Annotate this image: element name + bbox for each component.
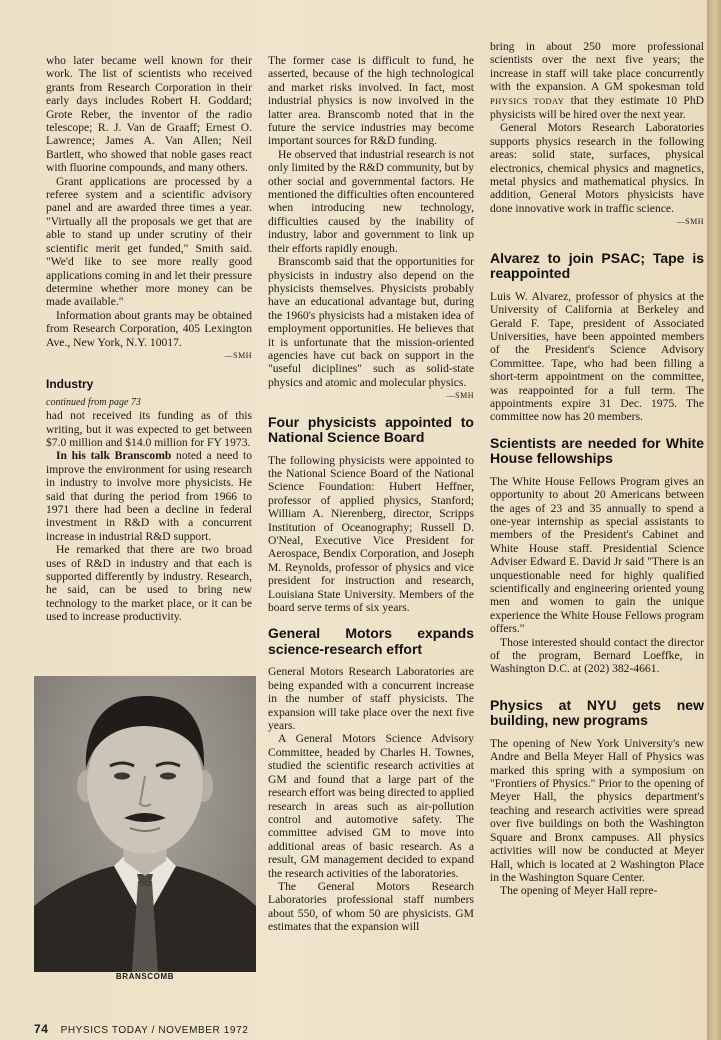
paragraph-text: that they estimate 10 PhD physicists will be hired over the next year. [490,93,704,122]
journal-footer: PHYSICS TODAY / NOVEMBER 1972 [60,1025,249,1036]
column-2 [268,54,474,934]
paragraph: A General Motors Science Advisory Committee, headed by Charles H. Townes, studied the scientific research activities at GM and found that a large part of the research effort was being directed to applied research in areas such as air-pollution control and automotive safety. The committee advised GM to move into additional areas of basic research. As a result, GM management decided to expand the research activities of the laboratories. [268,732,474,880]
paragraph: General Motors Research Laboratories are being expanded with a concurrent increase in the number of staff physicists. The expansion will take place over the next five years. [268,665,474,733]
paragraph: The following physicists were appointed to the National Science Board of the National Science Foundation: Hubert Heffner, professor of applied physics, Stanford; William A. Nierenberg, director, Scripps Institution of Oceanography; Russell D. O'Neal, Executive Vice President for Aerospace, Bendix Corporation, and Joseph M. Reynolds, professor of physics and vice president for instruction and research, Louisiana State University. Members of the board serve terms of six years. [268,453,474,615]
paragraph: The opening of New York University's new Andre and Bella Meyer Hall of Physics was marked this spring with a symposium on "Frontiers of Physics." Prior to the opening of Meyer Hall, the physics department's teaching and research activities were spread over five buildings on both the Washington Square and Bronx campuses. All physics activities will now be conducted at Meyer Hall, which is located at 2 Washington Place in the Washington Square Center. [490,736,704,884]
paragraph: who later became well known for their work. The list of scientists who received grants from Research Corporation in their early days includes Robert H. Goddard; Grote Reber, the inventor of the radio telescope; R. J. Van de Graaff; Ernest O. Lawrence; James A. Van Allen; Neil Bartlett, who showed that noble gases react with fluorine compounds, and many others. [46,54,252,175]
section-heading-industry: Industry [46,377,94,392]
paragraph: Those interested should contact the director of the program, Bernard Loeffke, in Washington D.C. at (202) 382-4661. [490,635,704,676]
headline-gm: General Motors expands science-research effort [268,625,474,657]
photo-caption: BRANSCOMB [115,972,175,981]
author-signature: —SMH [224,350,252,360]
column-3 [490,40,704,898]
paragraph [490,40,704,121]
paragraph: The former case is difficult to fund, he asserted, because of the high technological and market risks involved. In fact, most industrial physics is now involved in the latter area. Branscomb noted that in the future the service industries may become important sources for R&D funding. [268,54,474,148]
author-signature: —SMH [676,217,704,227]
headline-psac: Alvarez to join PSAC; Tape is reappointed [490,249,704,282]
paragraph: The White House Fellows Program gives an opportunity to about 20 Americans between the ages of 23 and 35 annually to spend a one-year internship as special assistants to members of the President's Cabinet and White House staff. Presidential Science Adviser Edward E. David Jr said "There is an unquestionable need for highly qualified scientifically and engineering oriented young men and women to gain the unique experience the White House Fellows program offers." [490,474,704,636]
lead-in: In his talk Branscomb [56,449,172,463]
paragraph-text: bring in about 250 more professional scientists over the next five years; the increase in staff will take place concurrently with the expansion. A GM spokesman told [490,40,704,94]
paragraph: He observed that industrial research is not only limited by the R&D community, but by other social and governmental factors. He mentioned the difficulties often encountered when introducing new technology, difficulties caused by the inability of industry, labor and government to link up their efforts rapidly enough. [268,147,474,255]
paragraph [46,449,252,543]
page-footer [34,1022,248,1036]
author-signature: —SMH [446,391,474,401]
headline-nsb: Four physicists appointed to National Science Board [268,413,474,446]
paragraph: Information about grants may be obtained from Research Corporation, 405 Lexington Ave., New York, N.Y. 10017. [46,308,252,349]
paragraph: The opening of Meyer Hall repre- [500,884,658,898]
paragraph: Grant applications are processed by a referee system and a scientific advisory panel and are awarded three times a year. "Virtually all the proposals we get that are able to stand up under scrutiny of their scientific merit get funded," Smith said. "We'd like to see more really good applications coming in and let their pressure determine whether more money can be made available." [46,174,252,309]
continued-note: continued from page 73 [46,396,141,408]
headline-white-house: Scientists are needed for White House fellowships [490,434,704,467]
paragraph: The General Motors Research Laboratories professional staff numbers about 550, of whom 50 are physicists. GM estimates that the expansion will [268,879,474,934]
column-1 [46,54,252,624]
branscomb-portrait-photo [34,676,256,972]
paragraph: He remarked that there are two broad uses of R&D in industry and that each is supported differently by industry. Research, he said, can be used to bring new technology to the market place, or it can be used to increase productivity. [46,543,252,624]
paragraph: Luis W. Alvarez, professor of physics at the University of California at Berkeley and Gerald F. Tape, president of Associated Universities, have been appointed members of the President's Science Advisory Committee. Tape, who had been filling a short-term appointment on the committee, was reappointed for a full term. The appointments expire 31 Dec. 1975. The committee now has 20 members. [490,289,704,424]
paragraph: General Motors Research Laboratories supports physics research in the following areas: solid state, surfaces, physical electronics, chemical physics and magnetics, metal physics and mathematical physics. In addition, General Motors physicists have done innovative work in traffic science. [490,121,704,215]
journal-name-smallcaps: PHYSICS TODAY [490,95,565,106]
paragraph-text: noted a need to improve the environment for using research in industry to involve more physicists. He said that during the period from 1966 to 1971 there had been a decline in federal investment in R&D with a concurrent increase in industrial R&D support. [46,449,252,543]
page-number: 74 [34,1022,49,1036]
headline-nyu: Physics at NYU gets new building, new programs [490,696,704,729]
paragraph: had not received its funding as of this writing, but it was expected to get between $7.0 million and $14.0 million for FY 1973. [46,409,252,449]
adjacent-page-edge [707,0,721,1040]
paragraph: Branscomb said that the opportunities for physicists in industry also depend on the physicists themselves. Physicists probably have an educational advantage but, during the 1960's physicists had a mistaken idea of employment opportunities. He believes that it is unfortunate that the mission-oriented agencies have cut back on support in the "useful diciplines" such as solid-state physics and atomic and molecular physics. [268,255,474,389]
portrait-illustration [34,676,256,972]
